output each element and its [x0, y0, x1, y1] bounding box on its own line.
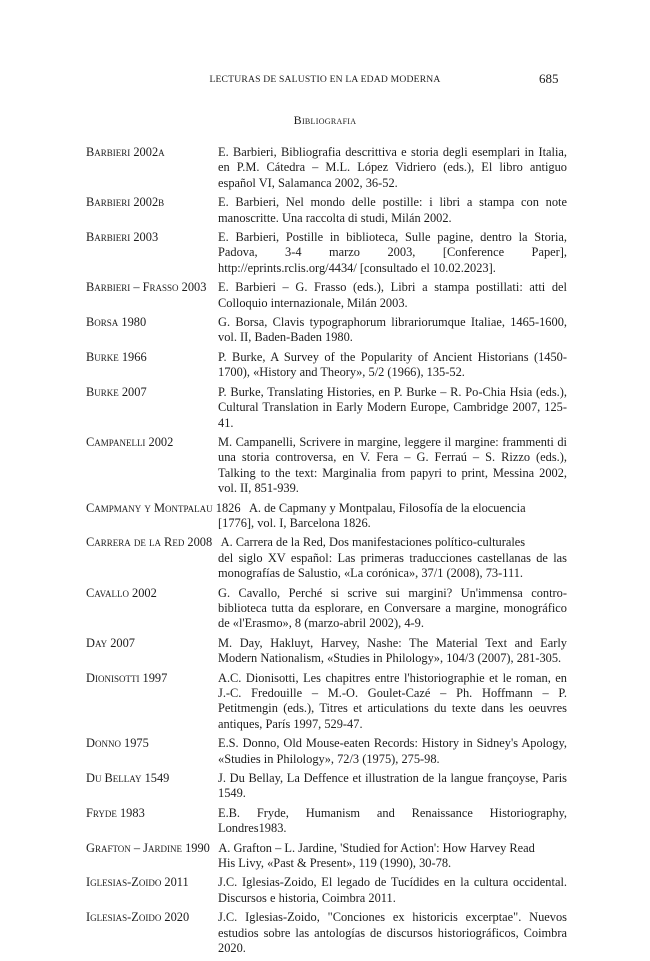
bibliography-entry [86, 910, 567, 956]
entry-reference-continuation: [1776], vol. I, Barcelona 1826. [218, 515, 371, 530]
section-title: Bibliografia [293, 113, 357, 127]
bibliography-entry [86, 535, 567, 581]
entry-reference: E. Barbieri, Nel mondo delle postille: i libri a stampa con note manoscritte. Una raccolta di studi, Milán 2002. [218, 195, 567, 225]
entry-reference: E. Barbieri – G. Frasso (eds.), Libri a stampa postillati: atti del Colloquio internazionale, Milán 2003. [218, 280, 567, 310]
entry-key: Barbieri 2003 [86, 230, 159, 245]
entry-reference: E.B. Fryde, Humanism and Renaissance Historiography, Londres1983. [218, 805, 567, 836]
bibliography-entry [86, 195, 567, 226]
entry-reference: P. Burke, A Survey of the Popularity of Ancient Historians (1450-1700), «History and Theory», 5/2 (1966), 135-52. [218, 349, 567, 380]
entry-key: Campmany y Montpalau 1826 [86, 500, 241, 515]
running-head: LECTURAS DE SALUSTIO EN LA EDAD MODERNA [209, 74, 441, 85]
entry-reference: P. Burke, Translating Histories, en P. Burke – R. Po-Chia Hsia (eds.), Cultural Translation in Early Modern Europe, Cambridge 2007, 125-41. [218, 384, 567, 430]
entry-key: Burke 2007 [86, 384, 147, 399]
bibliography-entry [86, 435, 567, 497]
entry-key: Barbieri – Frasso 2003 [86, 280, 207, 295]
entry-reference-continuation: His Livy, «Past & Present», 119 (1990), 30-78. [218, 856, 452, 871]
entry-reference: G. Borsa, Clavis typographorum librariorumque Italiae, 1465-1600, vol. II, Baden-Baden 1980. [218, 315, 567, 345]
entry-reference: M. Campanelli, Scrivere in margine, leggere il margine: frammenti di una storia controversa, en V. Fera – G. Ferraú – S. Rizzo (eds.), Talking to the text: Marginalia from papyri to print, Messina 2002, vol. II, 851-939. [218, 434, 567, 496]
entry-key: Dionisotti 1997 [86, 670, 168, 685]
bibliography-entry [86, 671, 567, 733]
bibliography-list [86, 145, 567, 961]
entry-key: Borsa 1980 [86, 315, 147, 330]
bibliography-entry [86, 385, 567, 431]
bibliography-entry [86, 875, 567, 906]
entry-reference: E. Barbieri, Bibliografia descrittiva e storia degli esemplari in Italia, en P.M. Cátedra – M.L. López Vidriero (eds.), El libro antiguo español VI, Salamanca 2002, 36-52. [218, 145, 567, 190]
bibliography-entry [86, 145, 567, 191]
bibliography-entry [86, 736, 567, 767]
bibliography-entry [86, 280, 567, 311]
entry-reference: J. Du Bellay, La Deffence et illustration de la langue françoyse, Paris 1549. [218, 771, 567, 801]
entry-reference: J.C. Iglesias-Zoido, El legado de Tucídides en la cultura occidental. Discursos e historia, Coimbra 2011. [218, 875, 567, 905]
entry-reference-first-line: A. Carrera de la Red, Dos manifestaciones político-culturales [220, 535, 526, 550]
bibliography-entry [86, 501, 567, 532]
entry-key: Fryde 1983 [86, 805, 145, 820]
entry-reference: G. Cavallo, Perché si scrive sui margini? Un'immensa contro-biblioteca tutta da esplorare, en Conversare a margine, monográfico de «l'Erasmo», 8 (marzo-abril 2002), 4-9. [218, 585, 567, 631]
entry-reference-first-line: A. de Capmany y Montpalau, Filosofía de la elocuencia [248, 500, 526, 515]
entry-reference: A.C. Dionisotti, Les chapitres entre l'historiographie et le roman, en J.-C. Fredouille – M.-O. Goulet-Cazé – Ph. Hoffmann – P. Petitmengin (eds.), Titres et articulations du texte dans les oeuvres antiques, París 1997, 529-47. [218, 670, 567, 731]
entry-key: Carrera de la Red 2008 [86, 535, 213, 550]
entry-key: Barbieri 2002a [86, 145, 165, 159]
bibliography-entry [86, 771, 567, 802]
bibliography-entry [86, 586, 567, 632]
bibliography-entry [86, 315, 567, 346]
bibliography-entry [86, 350, 567, 381]
page-number: 685 [539, 71, 559, 86]
bibliography-entry [86, 841, 567, 872]
entry-reference: E.S. Donno, Old Mouse-eaten Records: History in Sidney's Apology, «Studies in Philology», 72/3 (1975), 275-98. [218, 736, 567, 766]
bibliography-entry [86, 230, 567, 276]
entry-key: Iglesias-Zoido 2011 [86, 875, 189, 890]
entry-reference: J.C. Iglesias-Zoido, "Conciones ex historicis excerptae". Nuevos estudios sobre las antologías de discursos historiográficos, Coimbra 2020. [218, 910, 567, 956]
entry-key: Burke 1966 [86, 349, 147, 364]
entry-key: Campanelli 2002 [86, 434, 174, 449]
entry-key: Barbieri 2002b [86, 195, 165, 210]
entry-key: Iglesias-Zoido 2020 [86, 910, 190, 925]
entry-reference: E. Barbieri, Postille in biblioteca, Sulle pagine, dentro la Storia, Padova, 3-4 marzo 2003, [Conference Paper], http://eprints.rclis.org/4434/ [consultado el 10.02.2023]. [218, 230, 567, 275]
entry-key: Donno 1975 [86, 736, 149, 751]
bibliography-entry [86, 636, 567, 667]
entry-key: Grafton – Jardine 1990 [86, 840, 210, 855]
entry-reference-continuation: del siglo XV español: Las primeras traducciones castellanas de las monografías de Salustio, «La corónica», 37/1 (2008), 73-111. [218, 550, 567, 581]
entry-reference: M. Day, Hakluyt, Harvey, Nashe: The Material Text and Early Modern Nationalism, «Studies in Philology», 104/3 (2007), 281-305. [218, 635, 567, 666]
entry-key: Day 2007 [86, 635, 135, 650]
entry-reference-first-line: A. Grafton – L. Jardine, 'Studied for Action': How Harvey Read [218, 840, 535, 855]
entry-key: Du Bellay 1549 [86, 771, 170, 786]
bibliography-entry [86, 806, 567, 837]
entry-key: Cavallo 2002 [86, 585, 157, 600]
